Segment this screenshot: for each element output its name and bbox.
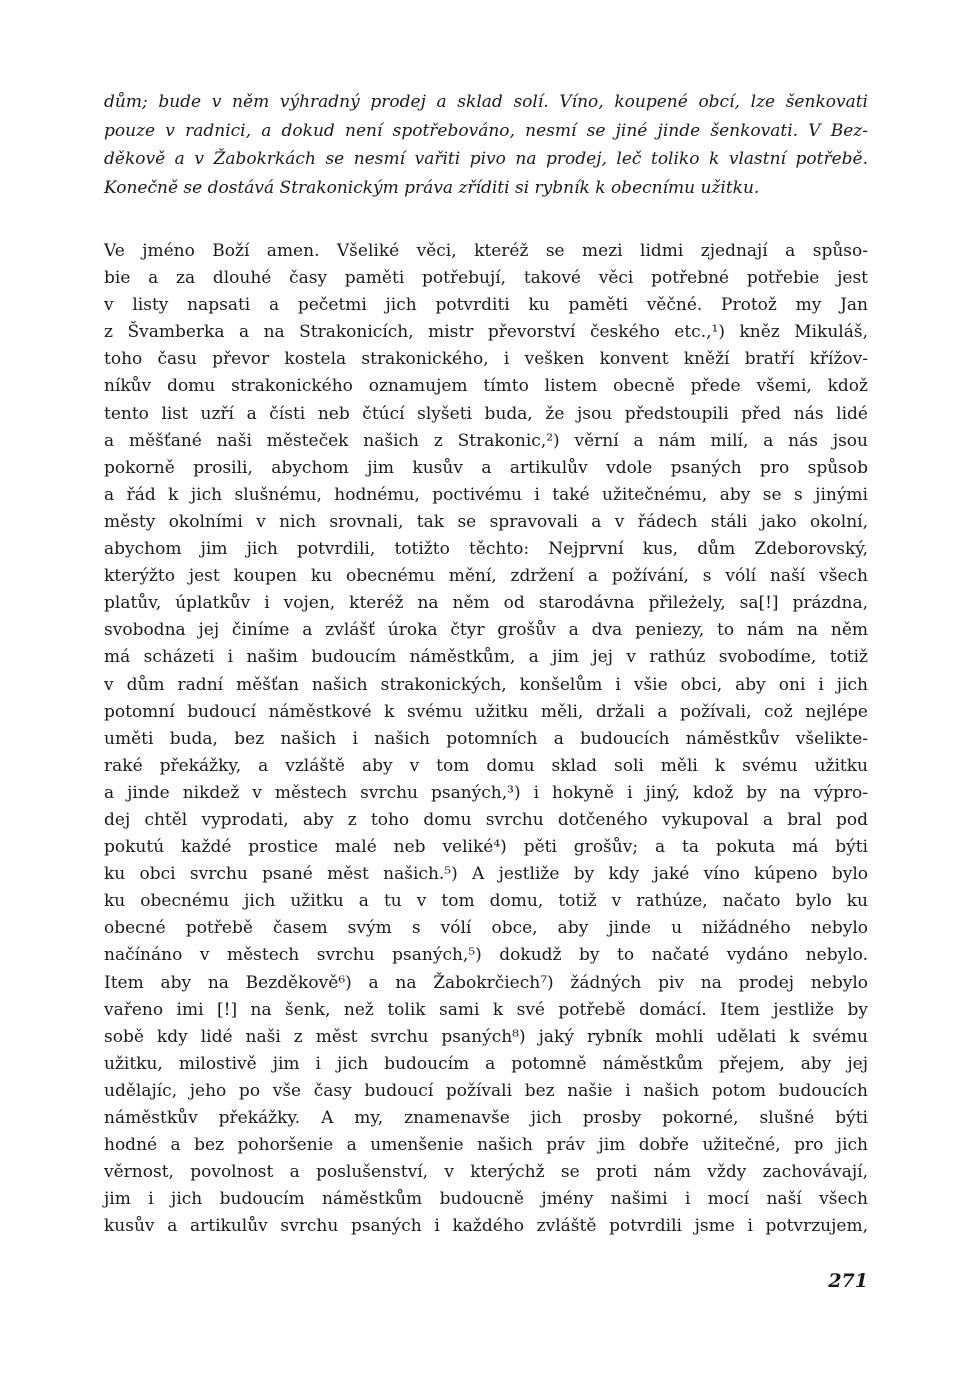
body-line: v dům radní měšťan našich strakonických, konšelům i všie obci, aby oni i jich xyxy=(104,674,868,695)
body-line: Item aby na Bezděkově⁶) a na Žabokrčiech⁷) žádných piv na prodej nebylo xyxy=(104,972,868,993)
body-line: a řád k jich slušnému, hodnému, poctivému i také užitečnému, aby se s jinými xyxy=(104,484,868,505)
body-line: Ve jméno Boží amen. Všeliké věci, kteréž se mezi lidmi zjednají a spůso- xyxy=(104,241,868,261)
body-line: svobodna jej činíme a zvlášť úroka čtyr grošův a dva peniezy, to nám na něm xyxy=(104,620,868,641)
body-line: má scházeti i našim budoucím náměstkům, a jim jej v rathúz svobodíme, totiž xyxy=(104,647,868,668)
body-line: sobě kdy lidé naši z měst svrchu psaných⁸) jaký rybník mohli udělati k svému xyxy=(104,1026,868,1047)
body-line: níkův domu strakonického oznamujem tímto listem obecně přede všemi, kdož xyxy=(104,376,868,397)
body-line: pokutú každé prostice malé neb veliké⁴) pěti grošův; a ta pokuta má býti xyxy=(104,837,868,858)
body-line: toho času převor kostela strakonického, i vešken konvent kněží bratří křížov- xyxy=(104,349,868,370)
body-line: v listy napsati a pečetmi jich potvrditi ku paměti věčné. Protož my Jan xyxy=(104,295,868,316)
body-line: načínáno v městech svrchu psaných,⁵) dokudž by to načaté vydáno nebylo. xyxy=(104,945,868,966)
body-line: tento list uzří a čísti neb čtúcí slyšeti buda, že jsou předstoupili před nás lidé xyxy=(104,403,868,424)
body-line: platův, úplatkův i vojen, kteréž na něm od starodávna přileżely, sa[!] prázdna, xyxy=(104,593,868,614)
body-line: kterýžto jest koupen ku obecnému mění, zdržení a požívání, s vólí naší všech xyxy=(104,566,868,587)
body-line: náměstkův překážky. A my, znamenavše jich prosby pokorné, slušné býti xyxy=(104,1108,868,1128)
body-line: udělajíc, jeho po vše časy budoucí požívali bez našie i našich potom budoucích xyxy=(104,1080,868,1101)
body-line: užitku, milostivě jim i jich budoucím a potomně náměstkům přejem, aby jej xyxy=(104,1053,868,1074)
body-line: dej chtěl vyprodati, aby z toho domu svrchu dotčeného vykupoval a bral pod xyxy=(104,809,868,830)
intro-line: Konečně se dostává Strakonickým práva zříditi si rybník k obecnímu užitku. xyxy=(104,177,760,198)
intro-line: dům; bude v něm výhradný prodej a sklad solí. Víno, koupené obcí, lze šenkovati xyxy=(104,92,868,112)
charter-text xyxy=(104,238,868,1240)
body-line: věrnost, povolnost a poslušenství, v kterýchž se proti nám vždy zachovávají, xyxy=(104,1162,868,1183)
body-line: městy okolními v nich srovnali, tak se spravovali a v řádech stáli jako okolní, xyxy=(104,511,868,532)
body-line: a měšťané naši městeček našich z Strakonic,²) věrní a nám milí, a nás jsou xyxy=(104,430,868,451)
body-line: ku obci svrchu psané měst našich.⁵) A jestliže by kdy jaké víno kúpeno bylo xyxy=(104,864,868,885)
body-line: vařeno imi [!] na šenk, než tolik sami k své potřebě domácí. Item jestliže by xyxy=(104,999,868,1020)
intro-summary xyxy=(104,88,868,202)
body-line: kusův a artikulův svrchu psaných i každého zvláště potvrdili jsme i potvrzujem, xyxy=(104,1216,868,1237)
body-line: z Švamberka a na Strakonicích, mistr převorství českého etc.,¹) kněz Mikuláš, xyxy=(104,322,868,343)
body-line: hodné a bez pohoršenie a umenšenie našich práv jim dobře užitečné, pro jich xyxy=(104,1135,868,1156)
body-line: abychom jim jich potvrdili, totižto těchto: Nejprvní kus, dům Zdeborovský, xyxy=(104,539,868,560)
body-line: uměti buda, bez našich i našich potomních a budoucích náměstkův všelikte- xyxy=(104,728,868,749)
body-line: a jinde nikdež v městech svrchu psaných,³) i hokyně i jiný, kdož by na výpro- xyxy=(104,782,868,803)
body-line: jim i jich budoucím náměstkům budoucně jmény našimi i mocí naší všech xyxy=(104,1189,868,1210)
body-line: bie a za dlouhé časy paměti potřebují, takové věci potřebné potřebie jest xyxy=(104,268,868,289)
page-number: 271 xyxy=(828,1270,868,1292)
body-line: ku obecnému jich užitku a tu v tom domu, totiž v rathúze, načato bylo ku xyxy=(104,891,868,912)
intro-line: pouze v radnici, a dokud není spotřebováno, nesmí se jiné jinde šenkovati. V Bez- xyxy=(104,120,868,141)
body-line: pokorně prosili, abychom jim kusův a artikulův vdole psaných pro spůsob xyxy=(104,457,868,478)
intro-line: děkově a v Žabokrkách se nesmí vařiti pivo na prodej, leč toliko k vlastní potřebě. xyxy=(104,149,868,169)
body-line: raké překážky, a vzláště aby v tom domu sklad soli měli k svému užitku xyxy=(104,755,868,776)
body-line: potomní budoucí náměstkové k svému užitku měli, držali a požívali, což nejlépe xyxy=(104,701,868,722)
body-line: obecné potřebě časem svým s vólí obce, aby jinde u nižádného nebylo xyxy=(104,918,868,939)
